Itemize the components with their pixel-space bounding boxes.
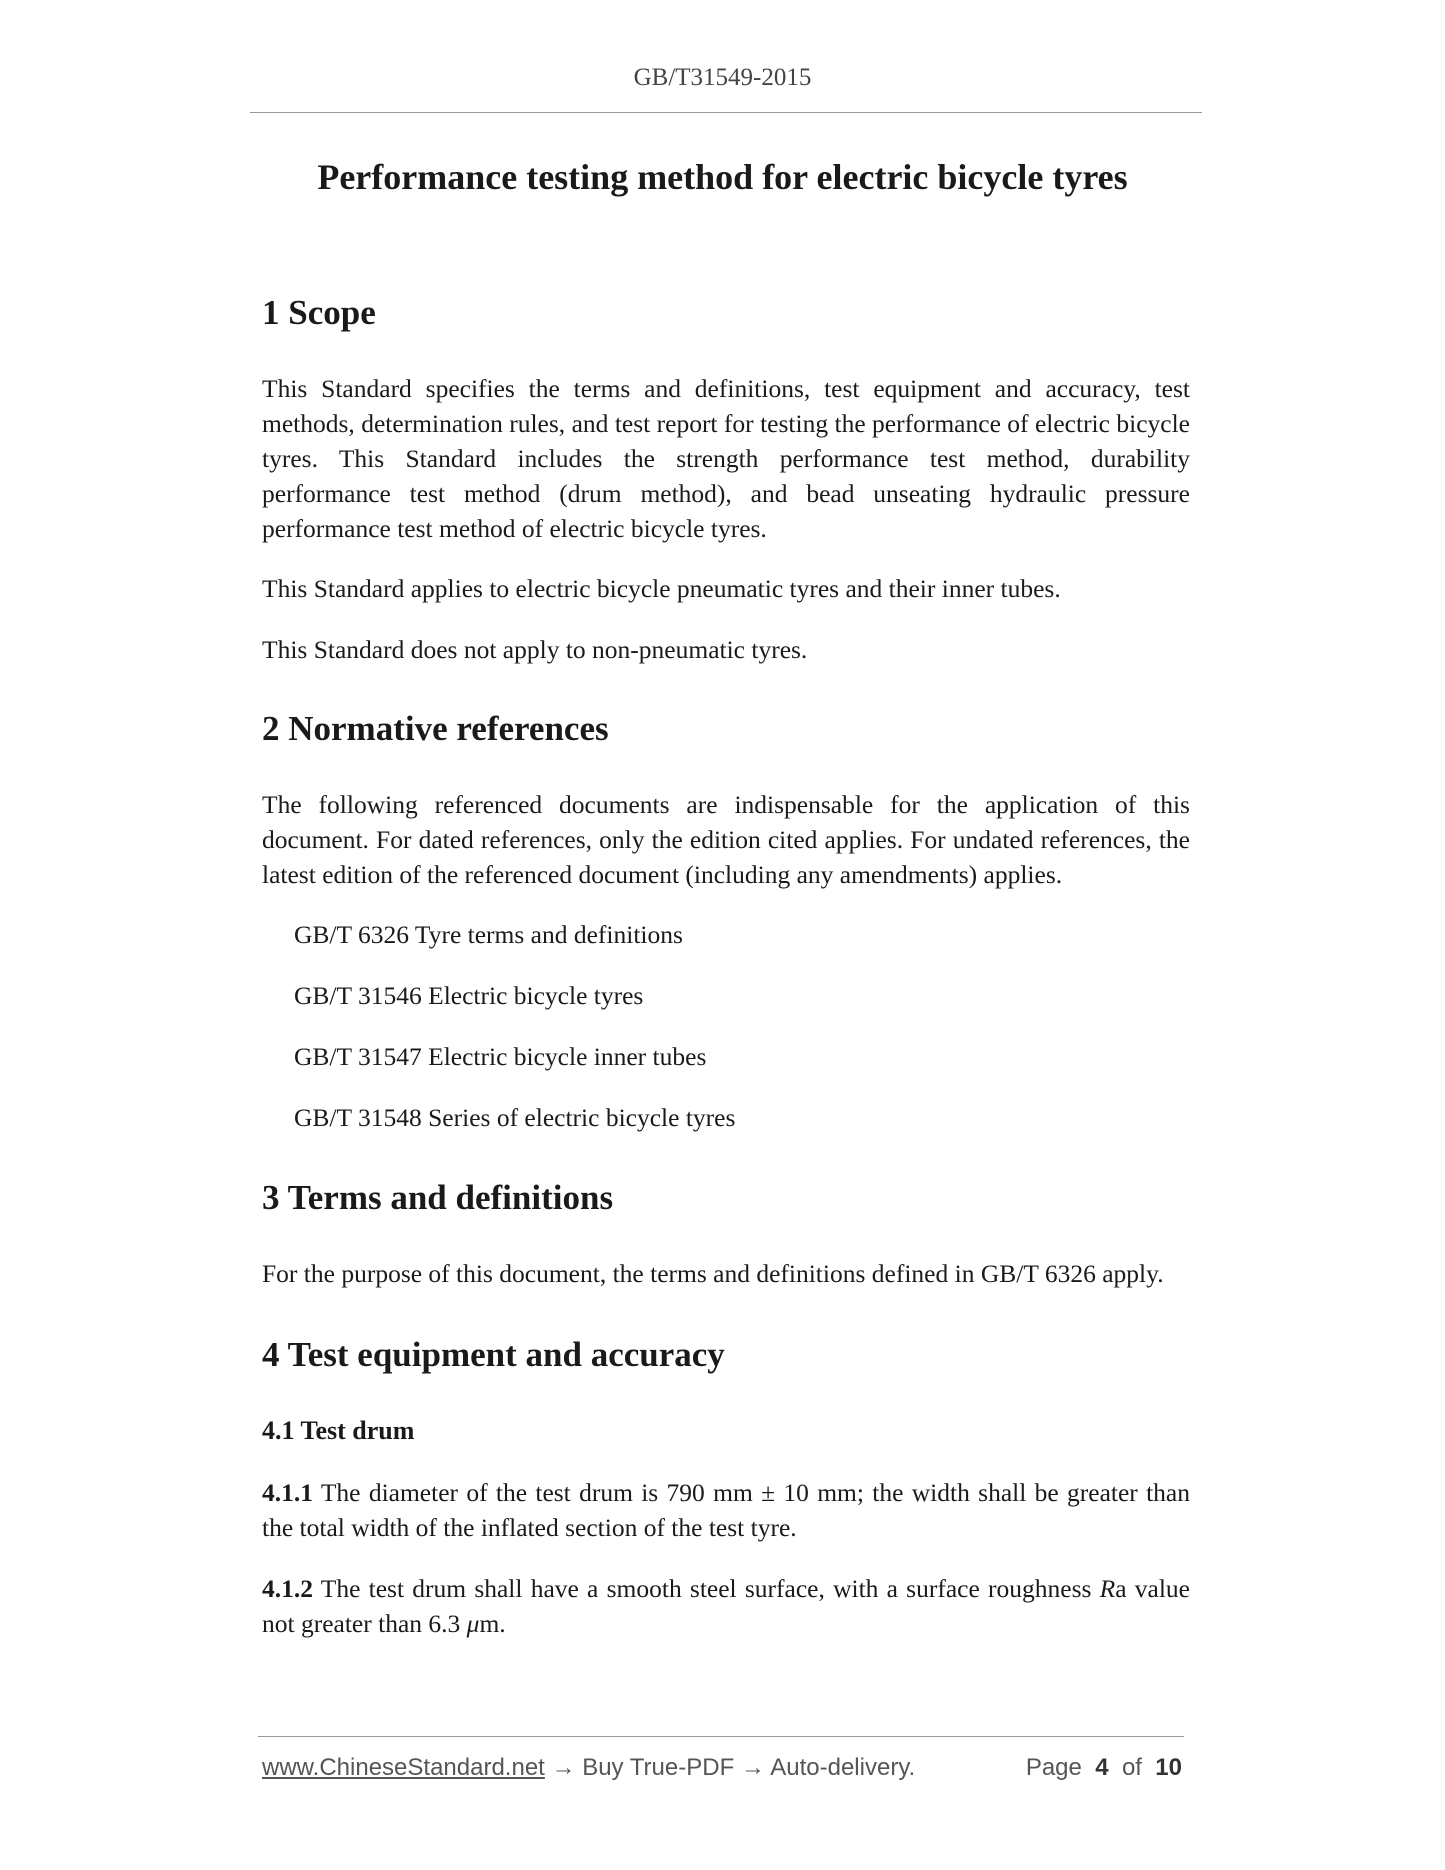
section-1-para-3: This Standard does not apply to non-pneumatic tyres. [262, 635, 808, 664]
footer-delivery-text: Auto-delivery. [770, 1754, 916, 1781]
document-title: Performance testing method for electric bicycle tyres [317, 157, 1128, 197]
subsection-4-1-heading: 4.1 Test drum [262, 1416, 415, 1445]
clause-body-cont: a value not greater than 6.3 [262, 1574, 1190, 1638]
page-footer [262, 1754, 1182, 1782]
total-pages: 10 [1155, 1754, 1182, 1781]
section-1-para-3-wrap [262, 632, 1190, 667]
section-3-heading: 3 Terms and definitions [262, 1178, 614, 1217]
clause-number: 4.1.2 [262, 1574, 313, 1603]
section-1-heading-wrap [262, 292, 1190, 334]
section-2-heading-wrap [262, 708, 1190, 750]
subsection-4-1-wrap [262, 1416, 1190, 1446]
footer-divider [258, 1736, 1184, 1737]
section-3-para-1: For the purpose of this document, the terms and definitions defined in GB/T 6326 apply. [262, 1259, 1164, 1288]
footer-website-link[interactable]: www.ChineseStandard.net [262, 1754, 545, 1781]
section-3-heading-wrap [262, 1177, 1190, 1219]
section-1-para-2-wrap [262, 571, 1190, 606]
reference-item: GB/T 31548 Series of electric bicycle tyres [294, 1103, 736, 1132]
reference-item: GB/T 31546 Electric bicycle tyres [294, 981, 644, 1010]
footer-buy-text: Buy True-PDF [582, 1754, 735, 1781]
reference-item-wrap [262, 1039, 1190, 1074]
clause-body: The test drum shall have a smooth steel surface, with a surface roughness [320, 1574, 1092, 1603]
section-1-heading: 1 Scope [262, 293, 376, 332]
roughness-symbol: R [1099, 1574, 1116, 1603]
section-4-heading: 4 Test equipment and accuracy [262, 1335, 725, 1374]
section-2-heading: 2 Normative references [262, 709, 609, 748]
clause-body: The diameter of the test drum is 790 mm ± 10 mm; the width shall be greater than the total width of the inflated section of the test tyre. [262, 1478, 1190, 1542]
section-2-para-1: The following referenced documents are indispensable for the application of this document. For dated references, only the edition cited applies. For undated references, the latest edition of the referenced document (including any amendments) applies. [262, 790, 1190, 889]
of-label: of [1121, 1754, 1142, 1781]
section-2-para-1-wrap [262, 787, 1190, 892]
reference-item-wrap [262, 978, 1190, 1013]
clause-4-1-2 [262, 1571, 1190, 1641]
reference-item-wrap [262, 1100, 1190, 1135]
header-divider [250, 112, 1202, 113]
micro-symbol: μ [466, 1609, 480, 1638]
reference-item: GB/T 6326 Tyre terms and definitions [294, 920, 683, 949]
arrow-icon: → [551, 1754, 576, 1781]
header-doc-code: GB/T31549-2015 [633, 64, 812, 91]
arrow-icon: → [740, 1754, 765, 1781]
section-3-para-1-wrap [262, 1256, 1190, 1291]
section-1-para-2: This Standard applies to electric bicycle pneumatic tyres and their inner tubes. [262, 574, 1061, 603]
reference-item: GB/T 31547 Electric bicycle inner tubes [294, 1042, 707, 1071]
reference-item-wrap [262, 917, 1190, 952]
clause-4-1-1 [262, 1475, 1190, 1545]
clause-number: 4.1.1 [262, 1478, 313, 1507]
section-1-para-1: This Standard specifies the terms and definitions, test equipment and accuracy, test methods, determination rules, and test report for testing the performance of electric bicycle tyres. This Standard includes the strength performance test method, durability performance test method (drum method), and bead unseating hydraulic pressure performance test method of electric bicycle tyres. [262, 374, 1190, 543]
page-indicator [1026, 1754, 1182, 1782]
section-1-para-1-wrap [262, 371, 1190, 546]
clause-4-1-2-text [262, 1571, 1190, 1641]
current-page-number: 4 [1095, 1754, 1109, 1781]
section-4-heading-wrap [262, 1334, 1190, 1376]
unit-suffix: m. [479, 1609, 506, 1638]
page-label: Page [1025, 1754, 1082, 1781]
clause-4-1-1-text [262, 1475, 1190, 1545]
